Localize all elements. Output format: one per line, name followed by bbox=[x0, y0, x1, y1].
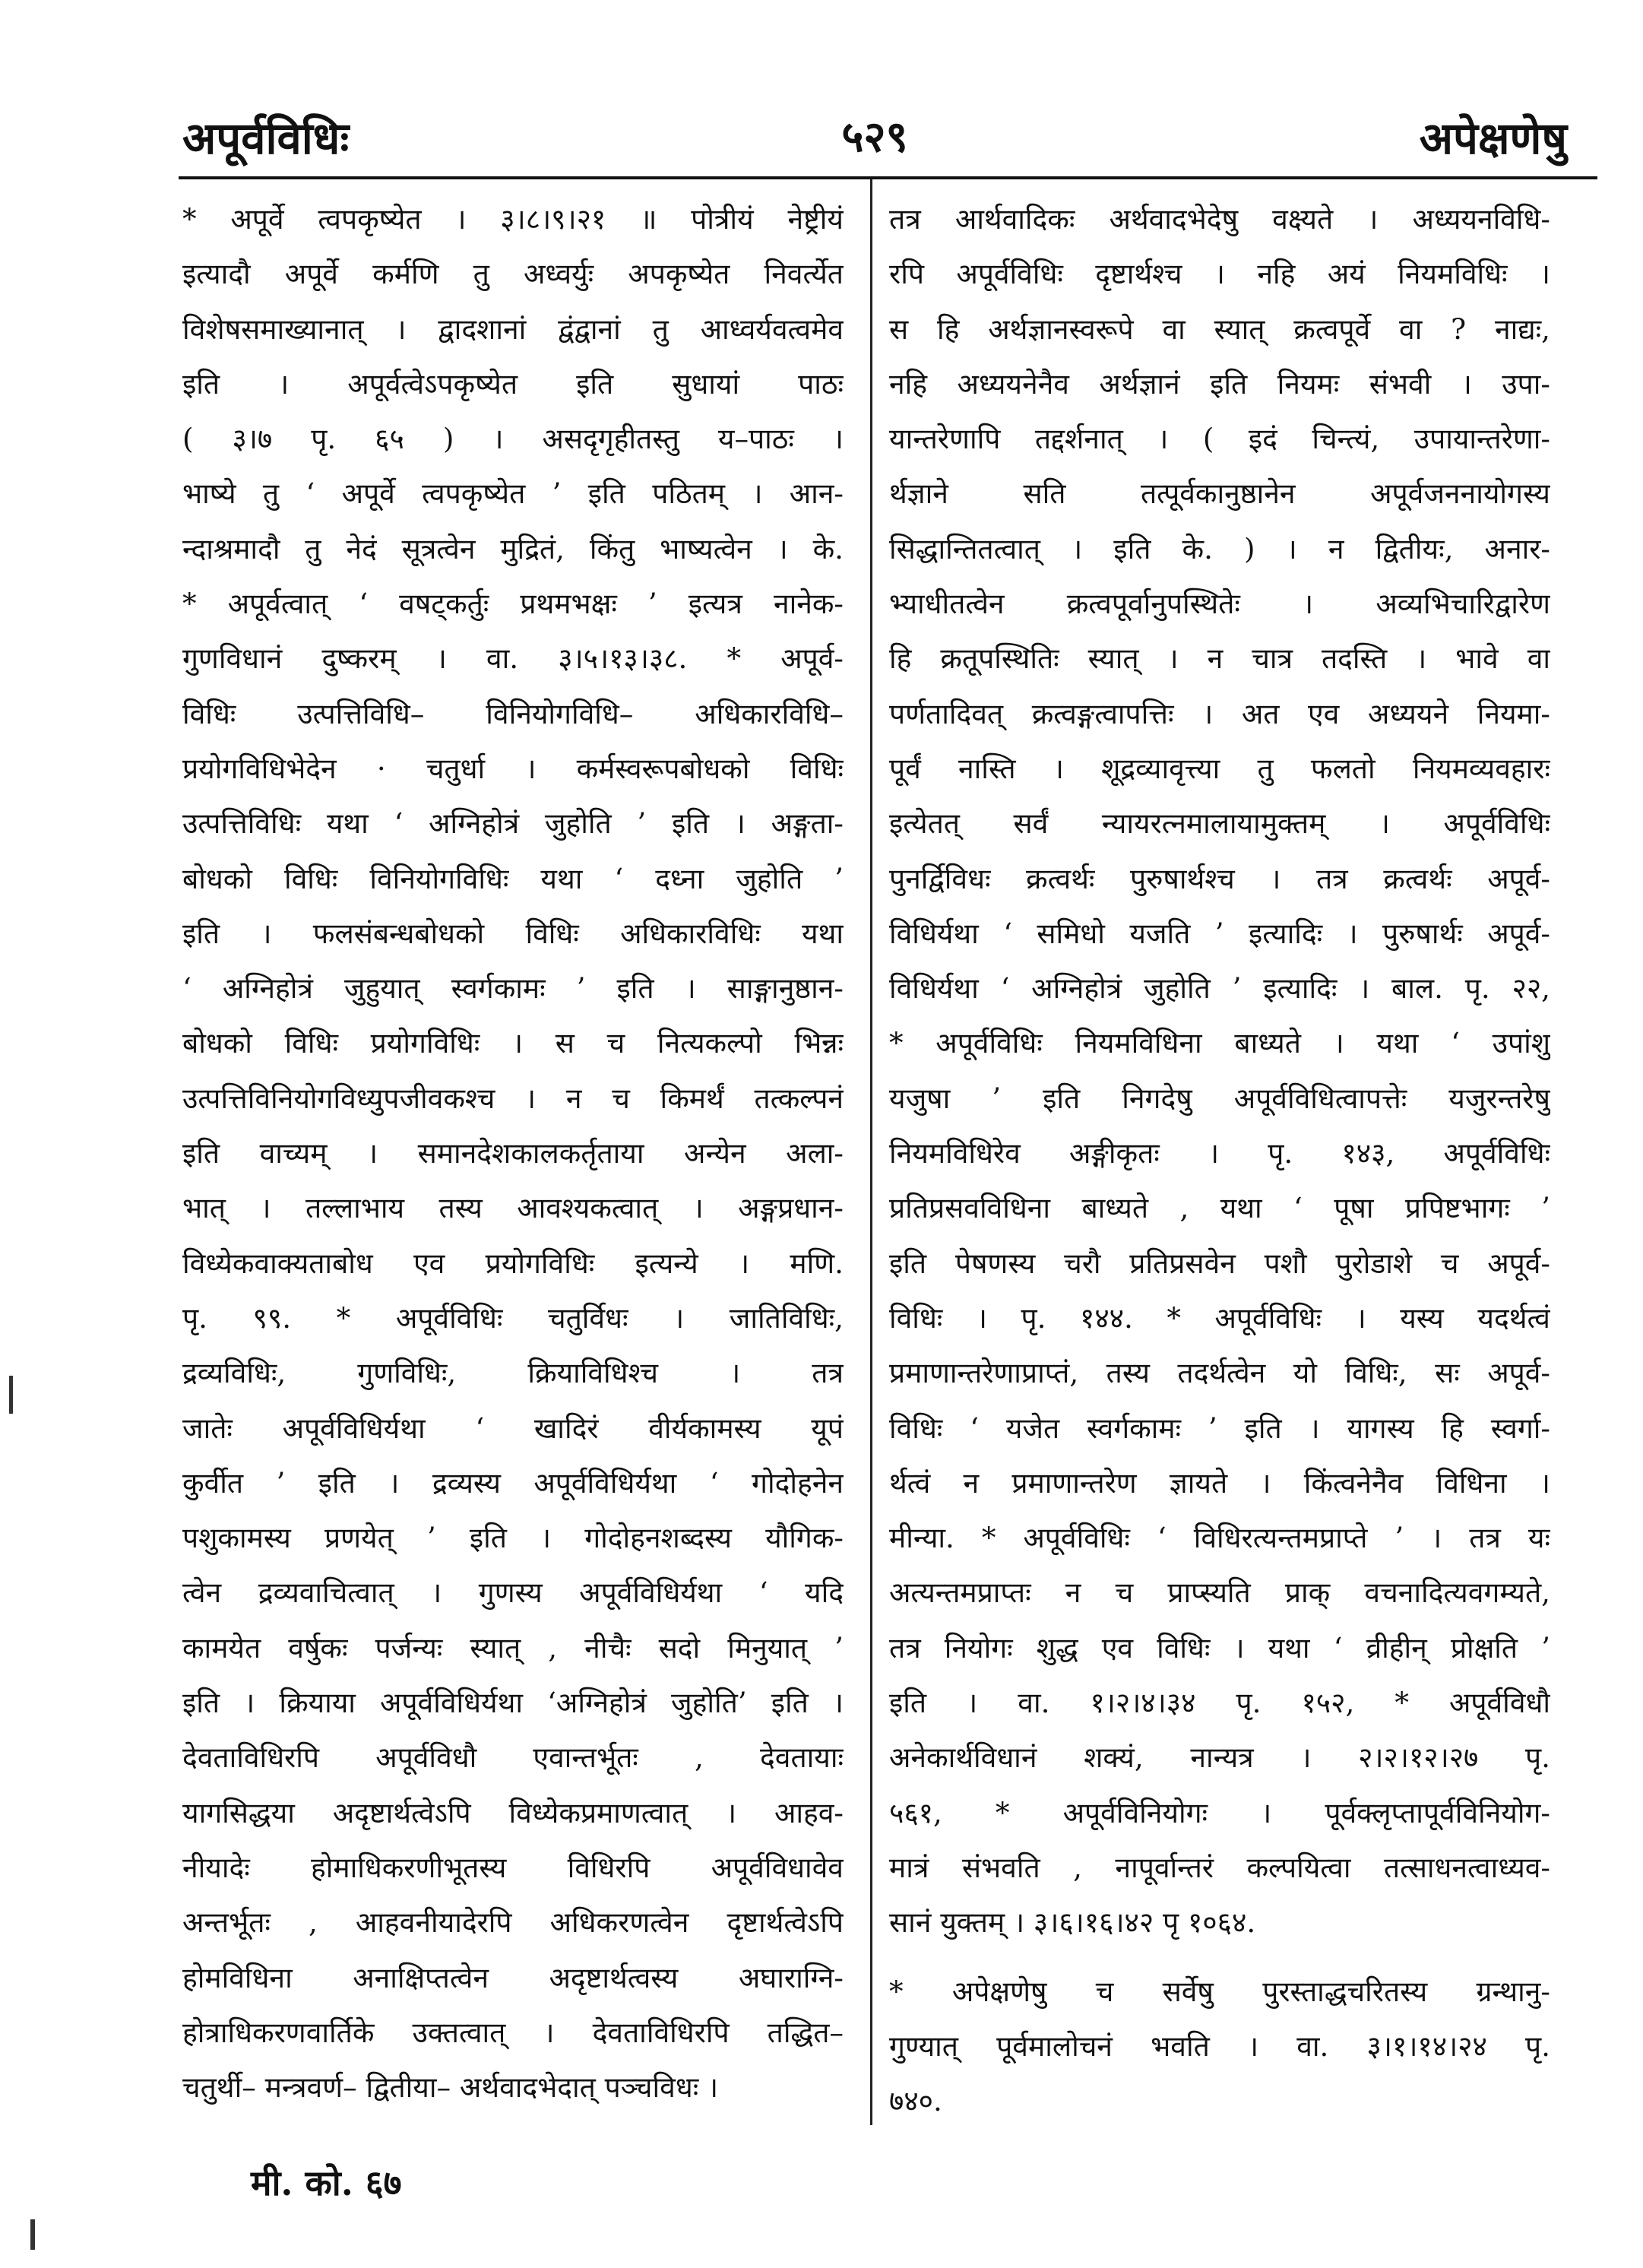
text-line: ५६१, * अपूर्वविनियोगः । पूर्वक्लृप्तापूर्वविनियोग- bbox=[889, 1795, 1550, 1829]
text-line: यजुषा ’ इति निगदेषु अपूर्वविधित्वापत्तेः यजुरन्तरेषु bbox=[889, 1081, 1550, 1115]
text-line: विशेषसमाख्यानात् । द्वादशानां द्वंद्वानां तु आध्वर्यवत्वमेव bbox=[182, 312, 844, 346]
text-line: पशुकामस्य प्रणयेत् ’ इति । गोदोहनशब्दस्य यौगिक- bbox=[182, 1521, 844, 1555]
text-line: विध्येकवाक्यताबोध एव प्रयोगविधिः इत्यन्ये । मणि. bbox=[182, 1246, 844, 1280]
text-line: * अपूर्वत्वात् ‘ वषट्कर्तुः प्रथमभक्षः ’ इत्यत्र नानेक- bbox=[182, 587, 844, 621]
text-line: तत्र आर्थवादिकः अर्थवादभेदेषु वक्ष्यते । अध्ययनविधि- bbox=[889, 202, 1550, 236]
text-line: स हि अर्थज्ञानस्वरूपे वा स्यात् क्रत्वपूर्वे वा ? नाद्यः, bbox=[889, 312, 1550, 346]
page-number: ५२९ bbox=[841, 112, 908, 162]
right-paragraph-1 bbox=[889, 192, 1550, 1950]
text-line: न्दाश्रमादौ तु नेदं सूत्रत्वेन मुद्रितं, किंतु भाष्यत्वेन । के. bbox=[182, 531, 844, 565]
text-line: अनेकार्थविधानं शक्यं, नान्यत्र । २।२।१२।२७ पृ. bbox=[889, 1741, 1550, 1775]
text-line: इति वाच्यम् । समानदेशकालकर्तृताया अन्येन अला- bbox=[182, 1136, 844, 1170]
text-line: हि क्रतूपस्थितिः स्यात् । न चात्र तदस्ति । भावे वा bbox=[889, 641, 1550, 676]
right-column bbox=[889, 192, 1550, 2142]
text-line: कुर्वीत ’ इति । द्रव्यस्य अपूर्वविधिर्यथा ‘ गोदोहनेन bbox=[182, 1465, 844, 1500]
scan-mark bbox=[9, 1376, 13, 1414]
text-line: ‘ अग्निहोत्रं जुहुयात् स्वर्गकामः ’ इति । साङ्गानुष्ठान- bbox=[182, 971, 844, 1006]
text-line: विधिः ‘ यजेत स्वर्गकामः ’ इति । यागस्य हि स्वर्गा- bbox=[889, 1411, 1550, 1445]
text-line: पूर्वं नास्ति । शूद्रव्यावृत्त्या तु फलतो नियमव्यवहारः bbox=[889, 751, 1550, 785]
text-line: यान्तरेणापि तद्दर्शनात् । ( इदं चिन्त्यं, उपायान्तरेणा- bbox=[889, 422, 1550, 456]
text-line: तत्र नियोगः शुद्ध एव विधिः । यथा ‘ व्रीहीन् प्रोक्षति ’ bbox=[889, 1630, 1550, 1665]
text-line: देवताविधिरपि अपूर्वविधौ एवान्तर्भूतः , देवतायाः bbox=[182, 1741, 844, 1775]
text-line: जातेः अपूर्वविधिर्यथा ‘ खादिरं वीर्यकामस्य यूपं bbox=[182, 1411, 844, 1445]
text-line: इति । अपूर्वत्वेऽपकृष्येत इति सुधायां पाठः bbox=[182, 366, 844, 401]
text-line: इति । क्रियाया अपूर्वविधिर्यथा ‘अग्निहोत्रं जुहोति’ इति । bbox=[182, 1686, 844, 1720]
text-line: भ्याधीतत्वेन क्रत्वपूर्वानुपस्थितेः । अव्यभिचारिद्वारेण bbox=[889, 587, 1550, 621]
left-column bbox=[182, 192, 844, 2114]
text-line: भात् । तल्लाभाय तस्य आवश्यकत्वात् । अङ्गप्रधान- bbox=[182, 1191, 844, 1225]
text-line: इति पेषणस्य चरौ प्रतिप्रसवेन पशौ पुरोडाशे च अपूर्व- bbox=[889, 1246, 1550, 1280]
text-line: प्रयोगविधिभेदेन · चतुर्धा । कर्मस्वरूपबोधको विधिः bbox=[182, 751, 844, 785]
text-line: यागसिद्धया अदृष्टार्थत्वेऽपि विध्येकप्रमाणत्वात् । आहव- bbox=[182, 1795, 844, 1829]
text-line: इति । वा. १।२।४।३४ पृ. १५२, * अपूर्वविधौ bbox=[889, 1686, 1550, 1720]
text-line: बोधको विधिः प्रयोगविधिः । स च नित्यकल्पो भिन्नः bbox=[182, 1026, 844, 1060]
text-line: विधिः । पृ. १४४. * अपूर्वविधिः । यस्य यदर्थत्वं bbox=[889, 1300, 1550, 1335]
text-line: पुनर्द्विविधः क्रत्वर्थः पुरुषार्थश्च । तत्र क्रत्वर्थः अपूर्व- bbox=[889, 861, 1550, 895]
text-line: नहि अध्ययनेनैव अर्थज्ञानं इति नियमः संभवी । उपा- bbox=[889, 366, 1550, 401]
text-line: विधिर्यथा ‘ अग्निहोत्रं जुहोति ’ इत्यादिः । बाल. पृ. २२, bbox=[889, 971, 1550, 1006]
text-line: मात्रं संभवति , नापूर्वान्तरं कल्पयित्वा तत्साधनत्वाध्यव- bbox=[889, 1850, 1550, 1884]
text-line: सिद्धान्तितत्वात् । इति के. ) । न द्वितीयः, अनार- bbox=[889, 531, 1550, 565]
text-line: इत्येतत् सर्वं न्यायरत्नमालायामुक्तम् । अपूर्वविधिः bbox=[889, 806, 1550, 841]
column-divider bbox=[870, 179, 872, 2125]
text-line: र्थज्ञाने सति तत्पूर्वकानुष्ठानेन अपूर्वजननायोगस्य bbox=[889, 477, 1550, 511]
text-line: चतुर्थी– मन्त्रवर्ण– द्वितीया– अर्थवादभेदात् पञ्चविधः । bbox=[182, 2070, 719, 2105]
text-line: गुणविधानं दुष्करम् । वा. ३।५।१३।३८. * अपूर्व- bbox=[182, 641, 844, 676]
text-line: द्रव्यविधिः, गुणविधिः, क्रियाविधिश्च । तत्र bbox=[182, 1356, 844, 1390]
text-line: इति । फलसंबन्धबोधको विधिः अधिकारविधिः यथा bbox=[182, 916, 844, 950]
text-line: होमविधिना अनाक्षिप्तत्वेन अदृष्टार्थत्वस्य अघाराग्नि- bbox=[182, 1960, 844, 1994]
text-line: कामयेत वर्षुकः पर्जन्यः स्यात् , नीचैः सदो मिनुयात् ’ bbox=[182, 1630, 844, 1665]
text-line: सानं युक्तम् । ३।६।१६।४२ पृ १०६४. bbox=[889, 1905, 1256, 1940]
text-line: * अपूर्वविधिः नियमविधिना बाध्यते । यथा ‘ उपांशु bbox=[889, 1026, 1550, 1060]
right-paragraph-2 bbox=[889, 1964, 1550, 2129]
scan-mark bbox=[30, 2219, 35, 2250]
text-line: मीन्या. * अपूर्वविधिः ‘ विधिरत्यन्तमप्राप्ते ’ । तत्र यः bbox=[889, 1521, 1550, 1555]
text-line: पर्णतादिवत् क्रत्वङ्गत्वापत्तिः । अत एव अध्ययने नियमा- bbox=[889, 696, 1550, 730]
text-line: * अपेक्षणेषु च सर्वेषु पुरस्ताद्धचरितस्य ग्रन्थानु- bbox=[889, 1974, 1550, 2008]
text-line: नियमविधिरेव अङ्गीकृतः । पृ. १४३, अपूर्वविधिः bbox=[889, 1136, 1550, 1170]
text-line: बोधको विधिः विनियोगविधिः यथा ‘ दध्ना जुहोति ’ bbox=[182, 861, 844, 895]
text-line: र्थत्वं न प्रमाणान्तरेण ज्ञायते । किंत्वनेनैव विधिना । bbox=[889, 1465, 1550, 1500]
text-line: अत्यन्तमप्राप्तः न च प्राप्स्यति प्राक् वचनादित्यवगम्यते, bbox=[889, 1576, 1550, 1610]
page-header bbox=[182, 106, 1567, 167]
header-rule bbox=[179, 176, 1597, 179]
text-line: प्रतिप्रसवविधिना बाध्यते , यथा ‘ पूषा प्रपिष्टभागः ’ bbox=[889, 1191, 1550, 1225]
text-line: * अपूर्वे त्वपकृष्येत । ३।८।९।२१ ॥ पोत्रीयं नेष्ट्रीयं bbox=[182, 202, 844, 236]
text-line: विधिः उत्पत्तिविधि– विनियोगविधि– अधिकारविधि– bbox=[182, 696, 844, 730]
text-line: उत्पत्तिविनियोगविध्युपजीवकश्च । न च किमर्थं तत्कल्पनं bbox=[182, 1081, 844, 1115]
text-line: ( ३।७ पृ. ६५ ) । असदृगृहीतस्तु य–पाठः । bbox=[182, 422, 844, 456]
text-line: इत्यादौ अपूर्वे कर्मणि तु अध्वर्युः अपकृष्येत निवर्त्येत bbox=[182, 257, 844, 291]
running-head-right: अपेक्षणेषु bbox=[1419, 112, 1567, 164]
text-line: प्रमाणान्तरेणाप्राप्तं, तस्य तदर्थत्वेन यो विधिः, सः अपूर्व- bbox=[889, 1356, 1550, 1390]
text-line: पृ. ९९. * अपूर्वविधिः चतुर्विधः । जातिविधिः, bbox=[182, 1300, 844, 1335]
text-line: ७४०. bbox=[889, 2084, 942, 2118]
text-line: होत्राधिकरणवार्तिके उक्तत्वात् । देवताविधिरपि तद्धित– bbox=[182, 2015, 844, 2049]
text-line: विधिर्यथा ‘ समिधो यजति ’ इत्यादिः । पुरुषार्थः अपूर्व- bbox=[889, 916, 1550, 950]
text-line: नीयादेः होमाधिकरणीभूतस्य विधिरपि अपूर्वविधावेव bbox=[182, 1850, 844, 1884]
text-line: त्वेन द्रव्यवाचित्वात् । गुणस्य अपूर्वविधिर्यथा ‘ यदि bbox=[182, 1576, 844, 1610]
text-line: उत्पत्तिविधिः यथा ‘ अग्निहोत्रं जुहोति ’ इति । अङ्गता- bbox=[182, 806, 844, 841]
text-line: अन्तर्भूतः , आहवनीयादेरपि अधिकरणत्वेन दृष्टार्थत्वेऽपि bbox=[182, 1905, 844, 1940]
text-line: गुण्यात् पूर्वमालोचनं भवति । वा. ३।१।१४।२४ पृ. bbox=[889, 2029, 1550, 2063]
signature-mark: मी. को. ६७ bbox=[251, 2162, 402, 2203]
running-head-left: अपूर्वविधिः bbox=[182, 112, 350, 164]
text-line: भाष्ये तु ‘ अपूर्वे त्वपकृष्येत ’ इति पठितम् । आन- bbox=[182, 477, 844, 511]
text-line: रपि अपूर्वविधिः दृष्टार्थश्च । नहि अयं नियमविधिः । bbox=[889, 257, 1550, 291]
